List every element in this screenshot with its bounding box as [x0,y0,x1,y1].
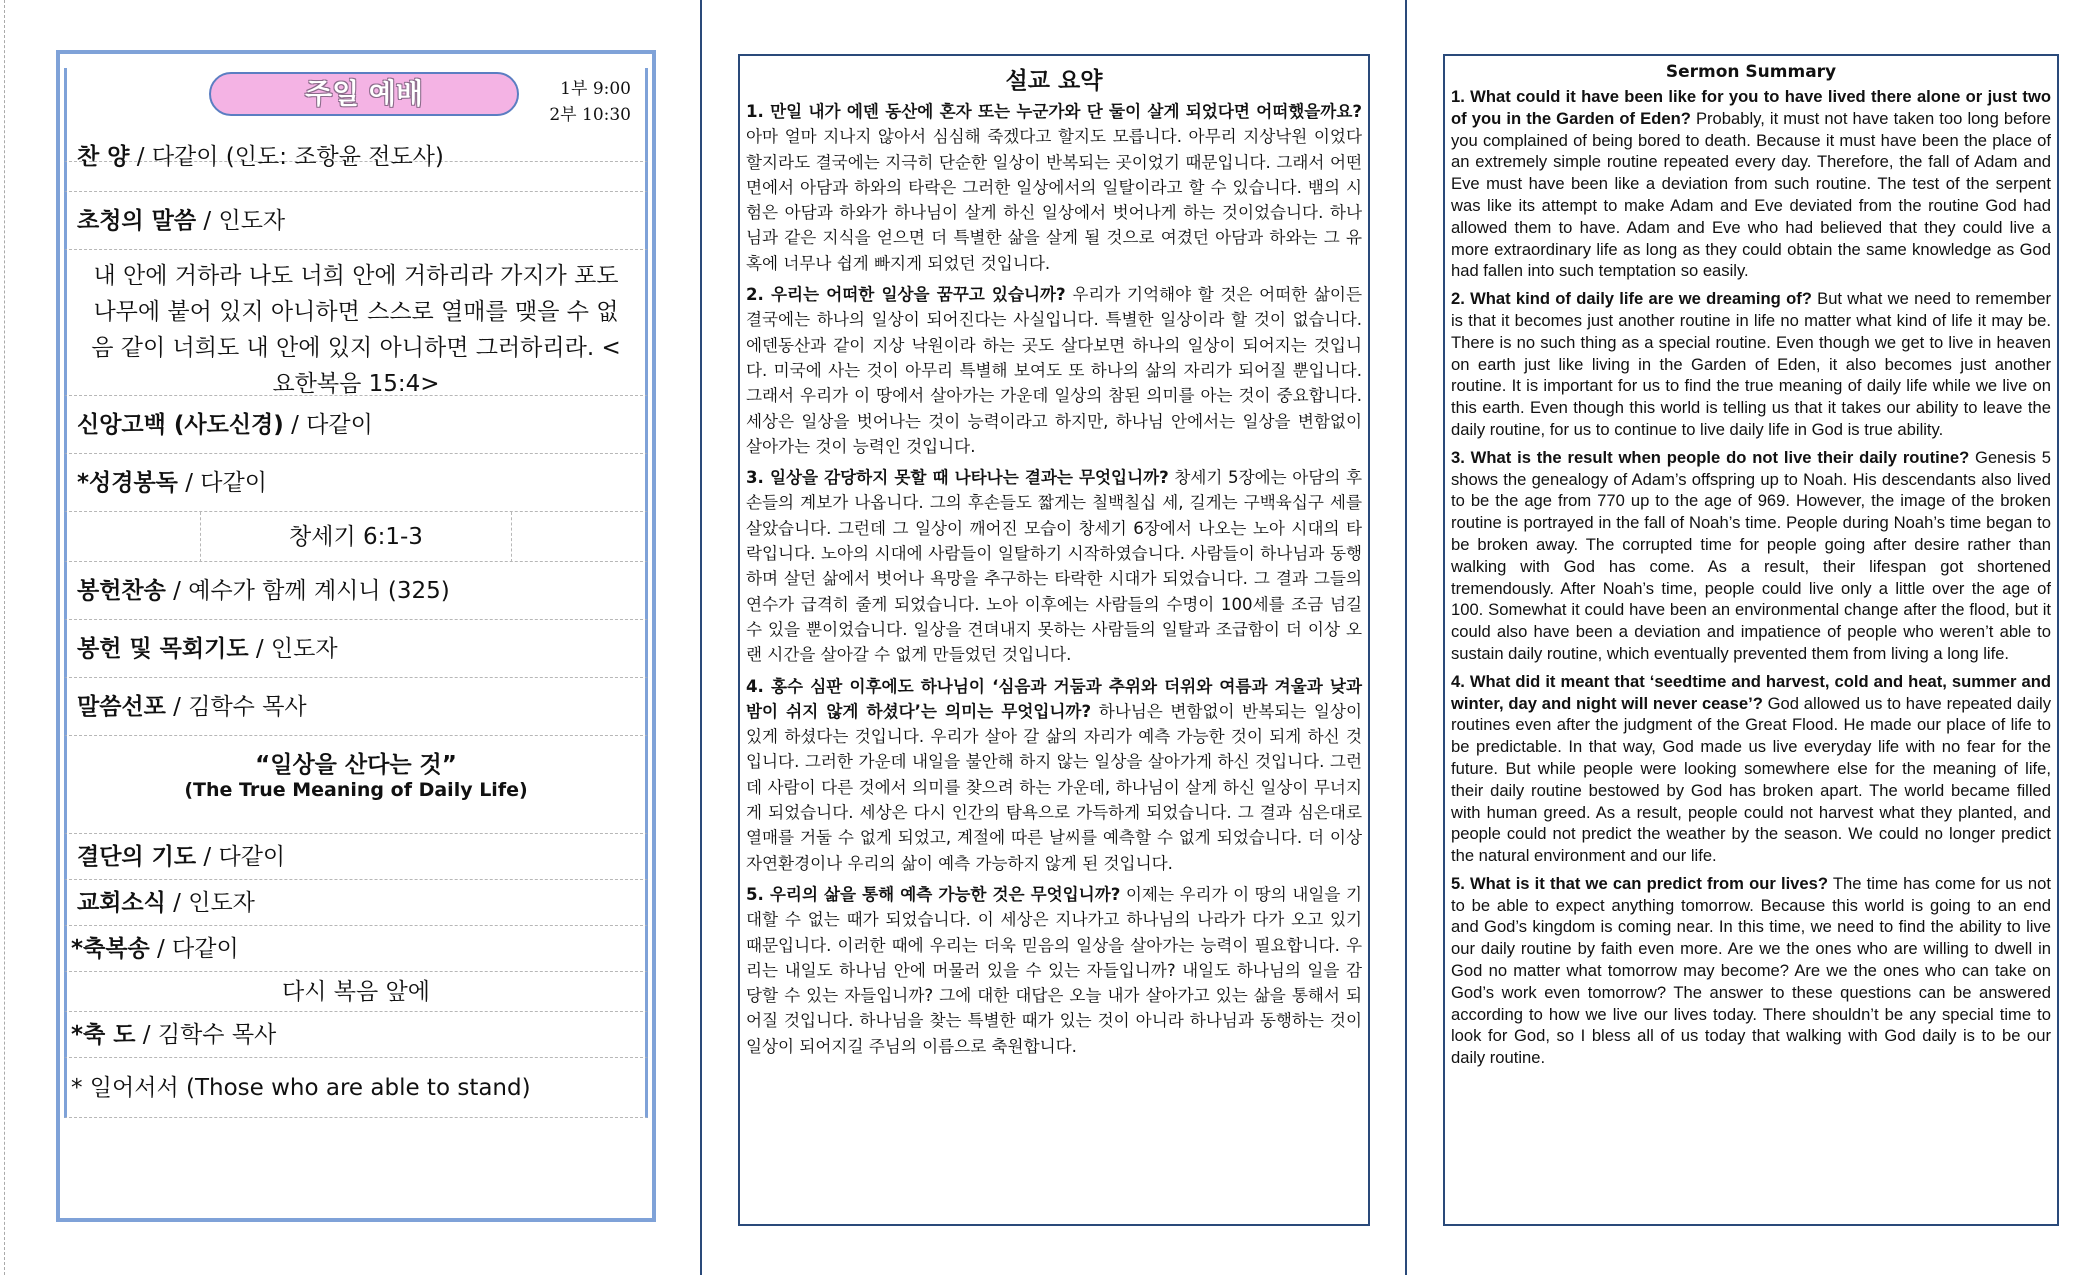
item-label: *축복송 [71,936,150,962]
item-label: 찬 양 [77,144,130,170]
english-summary-panel [1443,54,2059,1226]
item-label: 말씀선포 [77,694,166,720]
sermon-title: “일상을 산다는 것” [255,752,457,778]
summary-answer: 하나님은 변함없이 반복되는 일상이 있게 하셨다는 것입니다. 우리가 살아 갈 삶의 자리가 예측 가능한 것이 되게 하신 것입니다. 그러한 가운데 내일을 불안해 하지 않는 일상을 살아가게 하신 것입니다. 그런데 사람이 다른 것에서 의미를 찾으려 하는 가운데, 하나님이 살게 하신 일상이 무너지게 되었습니다. 세상은 다시 인간의 탐욕으로 가득하게 되었습니다. 그 결과 심은대로 열매를 거둘 수 없게 되었고, 계절에 따른 날씨를 예측할 수 없게 되었습니다. 더 이상 자연환경이나 우리의 삶이 예측 가능하지 않게 된 것입니다. [746,701,1362,873]
sermon-title-block [64,736,648,834]
english-summary-paragraph [1451,86,2051,282]
worship-item-hymn [64,562,648,620]
item-detail: / 다같이 [283,412,373,438]
item-label: 결단의 기도 [77,844,197,870]
call-verse: 내 안에 거하라 나도 너희 안에 거하리라 가지가 포도나무에 붙어 있지 아니하면 스스로 열매를 맺을 수 없음 같이 너희도 내 안에 있지 아니하면 그러하리라. <요한복음 15:4> [64,250,648,396]
item-detail: / 다같이 [196,844,286,870]
order-of-worship-panel [56,50,656,1222]
summary-question: 3. 일상을 감당하지 못할 때 나타나는 결과는 무엇입니까? [746,468,1169,488]
reading-reference-row [64,512,648,562]
worship-item-sermon [64,678,648,736]
spacer-row [64,162,648,192]
sermon-subtitle: (The True Meaning of Daily Life) [184,779,528,801]
item-label: *성경봉독 [77,470,178,496]
korean-summary-paragraph [746,674,1362,876]
worship-item-call [64,192,648,250]
summary-answer: But what we need to remember is that it becomes just another routine in life no matter what kind of life it may be. There is no such thing as a special routine. Even though we get to live in heaven on earth just like living in the Garden of Eden, it also becomes just another routine. It is important for us to find the true meaning of daily life while we live on this earth. Even though this world is telling us that it takes our ability to leave the daily routine, for us to continue to live daily life in God is true ability. [1451,289,2051,439]
summary-answer: Probably, it must not have taken too long before you complained of being bored to death. Because it must have been the place of an extremely simple routine repeated every day. Therefore, the fall of Adam and Eve must have been like a deviation from such routine. The test of the serpent was like its attempt to make Adam and Eve deviated from the routine God had allowed them to have. Adam and Eve who had believed that they could live a more extraordinary life as long as they could obtain the same knowledge as God had fallen into such temptation so easily. [1451,108,2051,281]
summary-answer: 창세기 5장에는 아담의 후손들의 계보가 나옵니다. 그의 후손들도 짧게는 칠백칠십 세, 길게는 구백육십구 세를 살았습니다. 그런데 그 일상이 깨어진 모습이 창세기 6장에서 나오는 노아 시대의 타락입니다. 노아의 시대에 사람들이 일탈하기 시작하였습니다. 사람들이 하나님과 동행하며 살던 삶에서 벗어나 욕망을 추구하는 타락한 시대가 되었습니다. 그 결과 그들의 연수가 급격히 줄게 되었습니다. 노아 이후에는 사람들의 수명이 100세를 조금 넘길 수 있을 뿐이었습니다. 일상을 견뎌내지 못하는 사람들의 일탈과 조급함이 더 이상 오랜 시간을 살아갈 수 없게 만들었던 것입니다. [746,468,1362,665]
item-detail: / 김학수 목사 [165,694,307,720]
summary-answer: 아마 얼마 지나지 않아서 심심해 죽겠다고 할지도 모릅니다. 아무리 지상낙원 이었다 할지라도 결국에는 지극히 단순한 일상이 반복되는 곳이었기 때문입니다. 그래서 어떤 면에서 아담과 하와의 타락은 그러한 일상에서의 일탈이라고 할 수 있습니다. 뱀의 시험은 아담과 하와가 하나님이 살게 하신 일상에서 벗어나게 하는 것이었습니다. 하나님과 같은 지식을 얻으면 더 특별한 삶을 살게 될 것으로 여겼던 아담과 하와는 그 유혹에 너무나 쉽게 빠지게 되었던 것입니다. [746,127,1362,273]
page-divider-1 [700,0,702,1275]
korean-summary-panel [738,54,1370,1226]
summary-question: 1. 만일 내가 에덴 동산에 혼자 또는 누군가와 단 둘이 살게 되었다면 어떠했을까요? [746,102,1362,121]
worship-title: 주일 예배 [209,72,519,116]
fold-line-left [4,0,5,1275]
item-detail: / 인도자 [165,890,255,916]
summary-question: 5. What is it that we can predict from our lives? [1451,873,1828,893]
item-detail: / 다같이 [177,470,267,496]
summary-question: 2. What kind of daily life are we dreaming of? [1451,289,1812,309]
summary-question: 5. 우리의 삶을 통해 예측 가능한 것은 무엇입니까? [746,884,1121,904]
worship-item-reading [64,454,648,512]
summary-answer: 이제는 우리가 이 땅의 내일을 기대할 수 없는 때가 되었습니다. 이 세상은 지나가고 하나님의 나라가 다가 오고 있기 때문입니다. 이러한 때에 우리는 더욱 믿음의 일상을 살아가는 능력이 필요합니다. 우리는 내일도 하나님 안에 머물러 있을 수 있는 자들입니까? 내일도 하나님의 일을 감당할 수 있는 자들입니까? 그에 대한 대답은 오늘 내가 살아가고 있는 삶을 통해서 되어질 것입니다. 하나님을 찾는 특별한 때가 있는 것이 아니라 하나님과 동행하는 것이 일상이 되어지길 주님의 이름으로 축원합니다. [746,884,1362,1056]
item-label: 봉헌 및 목회기도 [77,636,249,662]
worship-header [64,68,648,170]
worship-item-offering [64,620,648,678]
doxology-song: 다시 복음 앞에 [64,972,648,1012]
summary-question: 4. What did it meant that ‘seedtime and harvest, cold and heat, summer and winter, day and night will never cease’? [1451,671,2051,713]
item-label: *축 도 [71,1022,136,1048]
summary-answer: 우리가 기억해야 할 것은 어떠한 삶이든 결국에는 하나의 일상이 되어진다는 사실입니다. 특별한 일상이라 할 것이 없습니다. 에덴동산과 같이 지상 낙원이라 하는 곳도 살다보면 하나의 일상이 되어지는 것입니다. 미국에 사는 것이 아무리 특별해 보여도 또 하나의 삶의 자리가 되어질 뿐입니다. 그래서 우리가 이 땅에서 살아가는 가운데 일상의 참된 의미를 아는 것이 중요합니다. 세상은 일상을 벗어나는 것이 능력이라고 하지만, 하나님 안에서는 일상을 변함없이 살아가는 것이 능력인 것입니다. [746,285,1362,456]
item-detail: / 인도자 [196,208,286,234]
summary-answer: God allowed us to have repeated daily routines even after the judgment of the Great Flood. He made our place of life to be predictable. In that way, God made us live everyday life with no fear for the future. But while people were looking somewhere else for the meaning of life, their daily routine bestowed by God has broken apart. The world became filled with human greed. As a result, people could not harvest what they planted, and people could not predict the weather by the season. We could no longer predict the natural environment and our life. [1451,693,2051,866]
summary-question: 1. What could it have been like for you to have lived there alone or just two of you in the Garden of Eden? [1451,87,2051,128]
summary-question: 4. 홍수 심판 이후에도 하나님이 ‘심음과 거둠과 추위와 더위와 여름과 겨울과 낮과 밤이 쉬지 않게 하셨다’는 의미는 무엇입니까? [746,676,1362,721]
english-summary-paragraph [1451,873,2051,1069]
english-summary-heading: Sermon Summary [1665,62,1837,82]
service-times [549,76,631,128]
item-detail: / 인도자 [248,636,338,662]
worship-item-doxology [64,926,648,972]
korean-summary-paragraph [746,99,1362,276]
item-label: 봉헌찬송 [77,578,166,604]
reading-reference: 창세기 6:1-3 [200,512,512,562]
summary-answer: Genesis 5 shows the genealogy of Adam’s offspring up to Noah. His descendants also lived to be the age from 770 up to the age of 969. However, the image of the broken routine is portrayed in the fall of Noah’s time. People during Noah’s time began to be broken away. The corrupted time for people going after desire rather than walking with God has come. As a result, their lifespan got shortened tremendously. After Noah’s time, people could live only a little over the age of 100. Somewhat it could have been an environmental change after the flood, but it could also have been a deviation and impatience of people who weren’t able to sustain daily routine, which eventually prevented them from living a long life. [1451,447,2051,663]
summary-question: 2. 우리는 어떠한 일상을 꿈꾸고 있습니까? [746,285,1066,305]
worship-item-news [64,880,648,926]
item-label: 초청의 말씀 [77,208,197,234]
korean-summary-paragraph [746,282,1362,459]
page-divider-2 [1405,0,1407,1275]
english-summary-paragraph [1451,447,2051,665]
service-time-1: 1부 9:00 [560,79,631,99]
summary-answer: The time has come for us not to be able to expect anything tomorrow. Because this world is going to an end and God’s kingdom is coming near. In this time, we need to find the ability to live our daily routine by faith even more. Are we the ones who are willing to dwell in God no matter what tomorrow may become? Are we the ones who can take on God’s work even tomorrow? The answer to these questions can be answered according to how we live our lives today. There shouldn’t be any special time to look for God, so I bless all of us today that walking with God daily is to be our daily routine. [1451,873,2051,1068]
english-summary-paragraph [1451,671,2051,867]
item-label: 신앙고백 (사도신경) [77,412,284,438]
item-detail: / 다같이 (인도: 조항윤 전도사) [129,144,444,170]
korean-summary-paragraph [746,465,1362,667]
korean-summary-heading: 설교 요약 [1005,68,1103,94]
korean-summary-paragraph [746,882,1362,1059]
item-detail: / 예수가 함께 계시니 (325) [165,578,450,604]
worship-item-benediction [64,1012,648,1058]
item-label: 교회소식 [77,890,166,916]
worship-item-creed [64,396,648,454]
summary-question: 3. What is the result when people do not live their daily routine? [1451,447,1970,467]
item-detail: / 다같이 [149,936,239,962]
service-time-2: 2부 10:30 [549,105,631,125]
worship-item-prayer [64,834,648,880]
item-detail: / 김학수 목사 [135,1022,277,1048]
standing-footnote: * 일어서서 (Those who are able to stand) [64,1058,648,1118]
english-summary-paragraph [1451,288,2051,441]
